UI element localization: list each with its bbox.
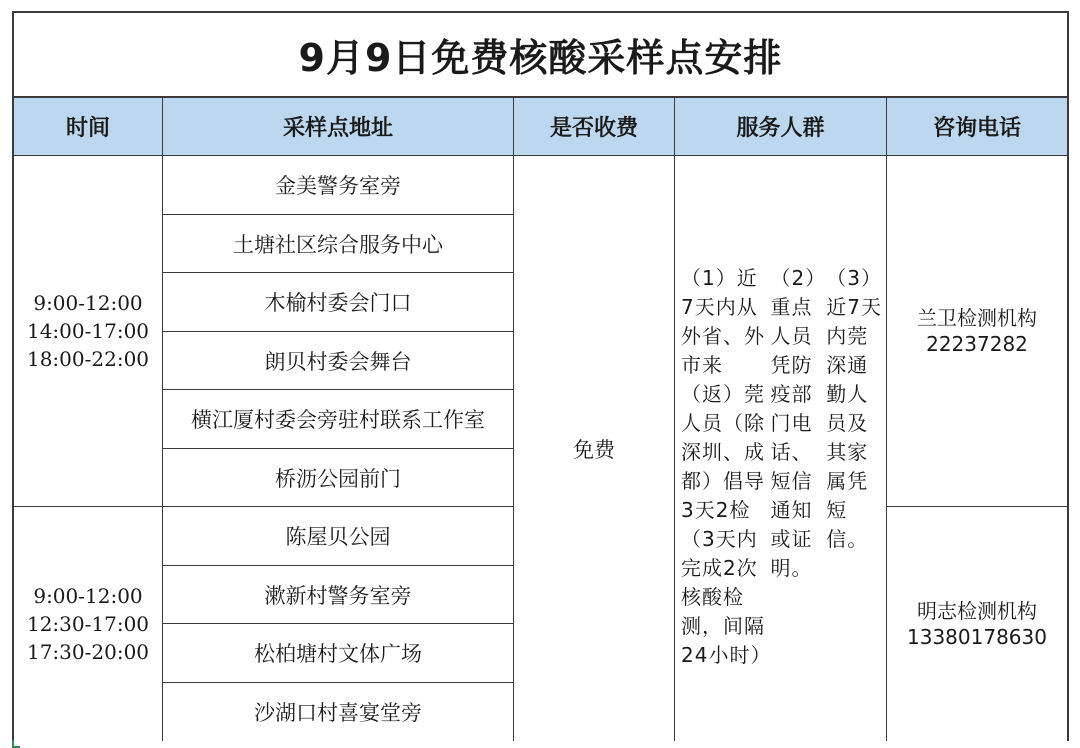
- time-cell-group-2: [14, 507, 163, 741]
- site-cell: 横江厦村委会旁驻村联系工作室: [163, 390, 514, 449]
- time-slot: 17:30-20:00: [26, 640, 150, 664]
- site-cell: 木榆村委会门口: [163, 273, 514, 332]
- header-time: 时间: [14, 98, 163, 156]
- crowd-cell: [675, 156, 887, 741]
- phone-cell-group-1: [887, 156, 1067, 507]
- site-cell: 土塘社区综合服务中心: [163, 215, 514, 273]
- time-slot: 9:00-12:00: [33, 584, 143, 608]
- site-cell: 金美警务室旁: [163, 156, 514, 215]
- site-cell: 陈屋贝公园: [163, 507, 514, 566]
- time-slot: 14:00-17:00: [26, 319, 150, 343]
- time-cell-group-1: [14, 156, 163, 507]
- header-fee: 是否收费: [514, 98, 675, 156]
- table-title: 9月9日免费核酸采样点安排: [14, 13, 1067, 98]
- org-name: 兰卫检测机构: [917, 306, 1037, 330]
- site-cell: 沙湖口村喜宴堂旁: [163, 683, 514, 741]
- header-phone: 咨询电话: [887, 98, 1067, 156]
- site-cell: 松柏塘村文体广场: [163, 624, 514, 683]
- crowd-item: （3）近7天内莞深通勤人员及其家属凭短信。: [826, 266, 882, 551]
- phone-cell-group-2: [887, 507, 1067, 741]
- site-cell: 朗贝村委会舞台: [163, 332, 514, 390]
- time-slot: 9:00-12:00: [33, 291, 143, 315]
- phone-number: 22237282: [926, 332, 1028, 356]
- crowd-item: （2）重点人员凭防疫部门电话、短信通知或证明。: [770, 266, 827, 580]
- crowd-item: （1）近7天内从外省、外市来（返）莞人员（除深圳、成都）倡导3天2检（3天内完成2次核酸检测，间隔24小时）: [681, 266, 772, 667]
- time-slot: 12:30-17:00: [26, 612, 150, 636]
- fee-cell: 免费: [514, 156, 675, 741]
- phone-number: 13380178630: [907, 625, 1047, 649]
- time-slot: 18:00-22:00: [26, 347, 150, 371]
- cell-corner-marker: [12, 740, 20, 748]
- org-name: 明志检测机构: [917, 599, 1037, 623]
- site-cell: 漱新村警务室旁: [163, 566, 514, 624]
- header-crowd: 服务人群: [675, 98, 887, 156]
- site-cell: 桥沥公园前门: [163, 449, 514, 507]
- schedule-table: [12, 11, 1069, 741]
- header-address: 采样点地址: [163, 98, 514, 156]
